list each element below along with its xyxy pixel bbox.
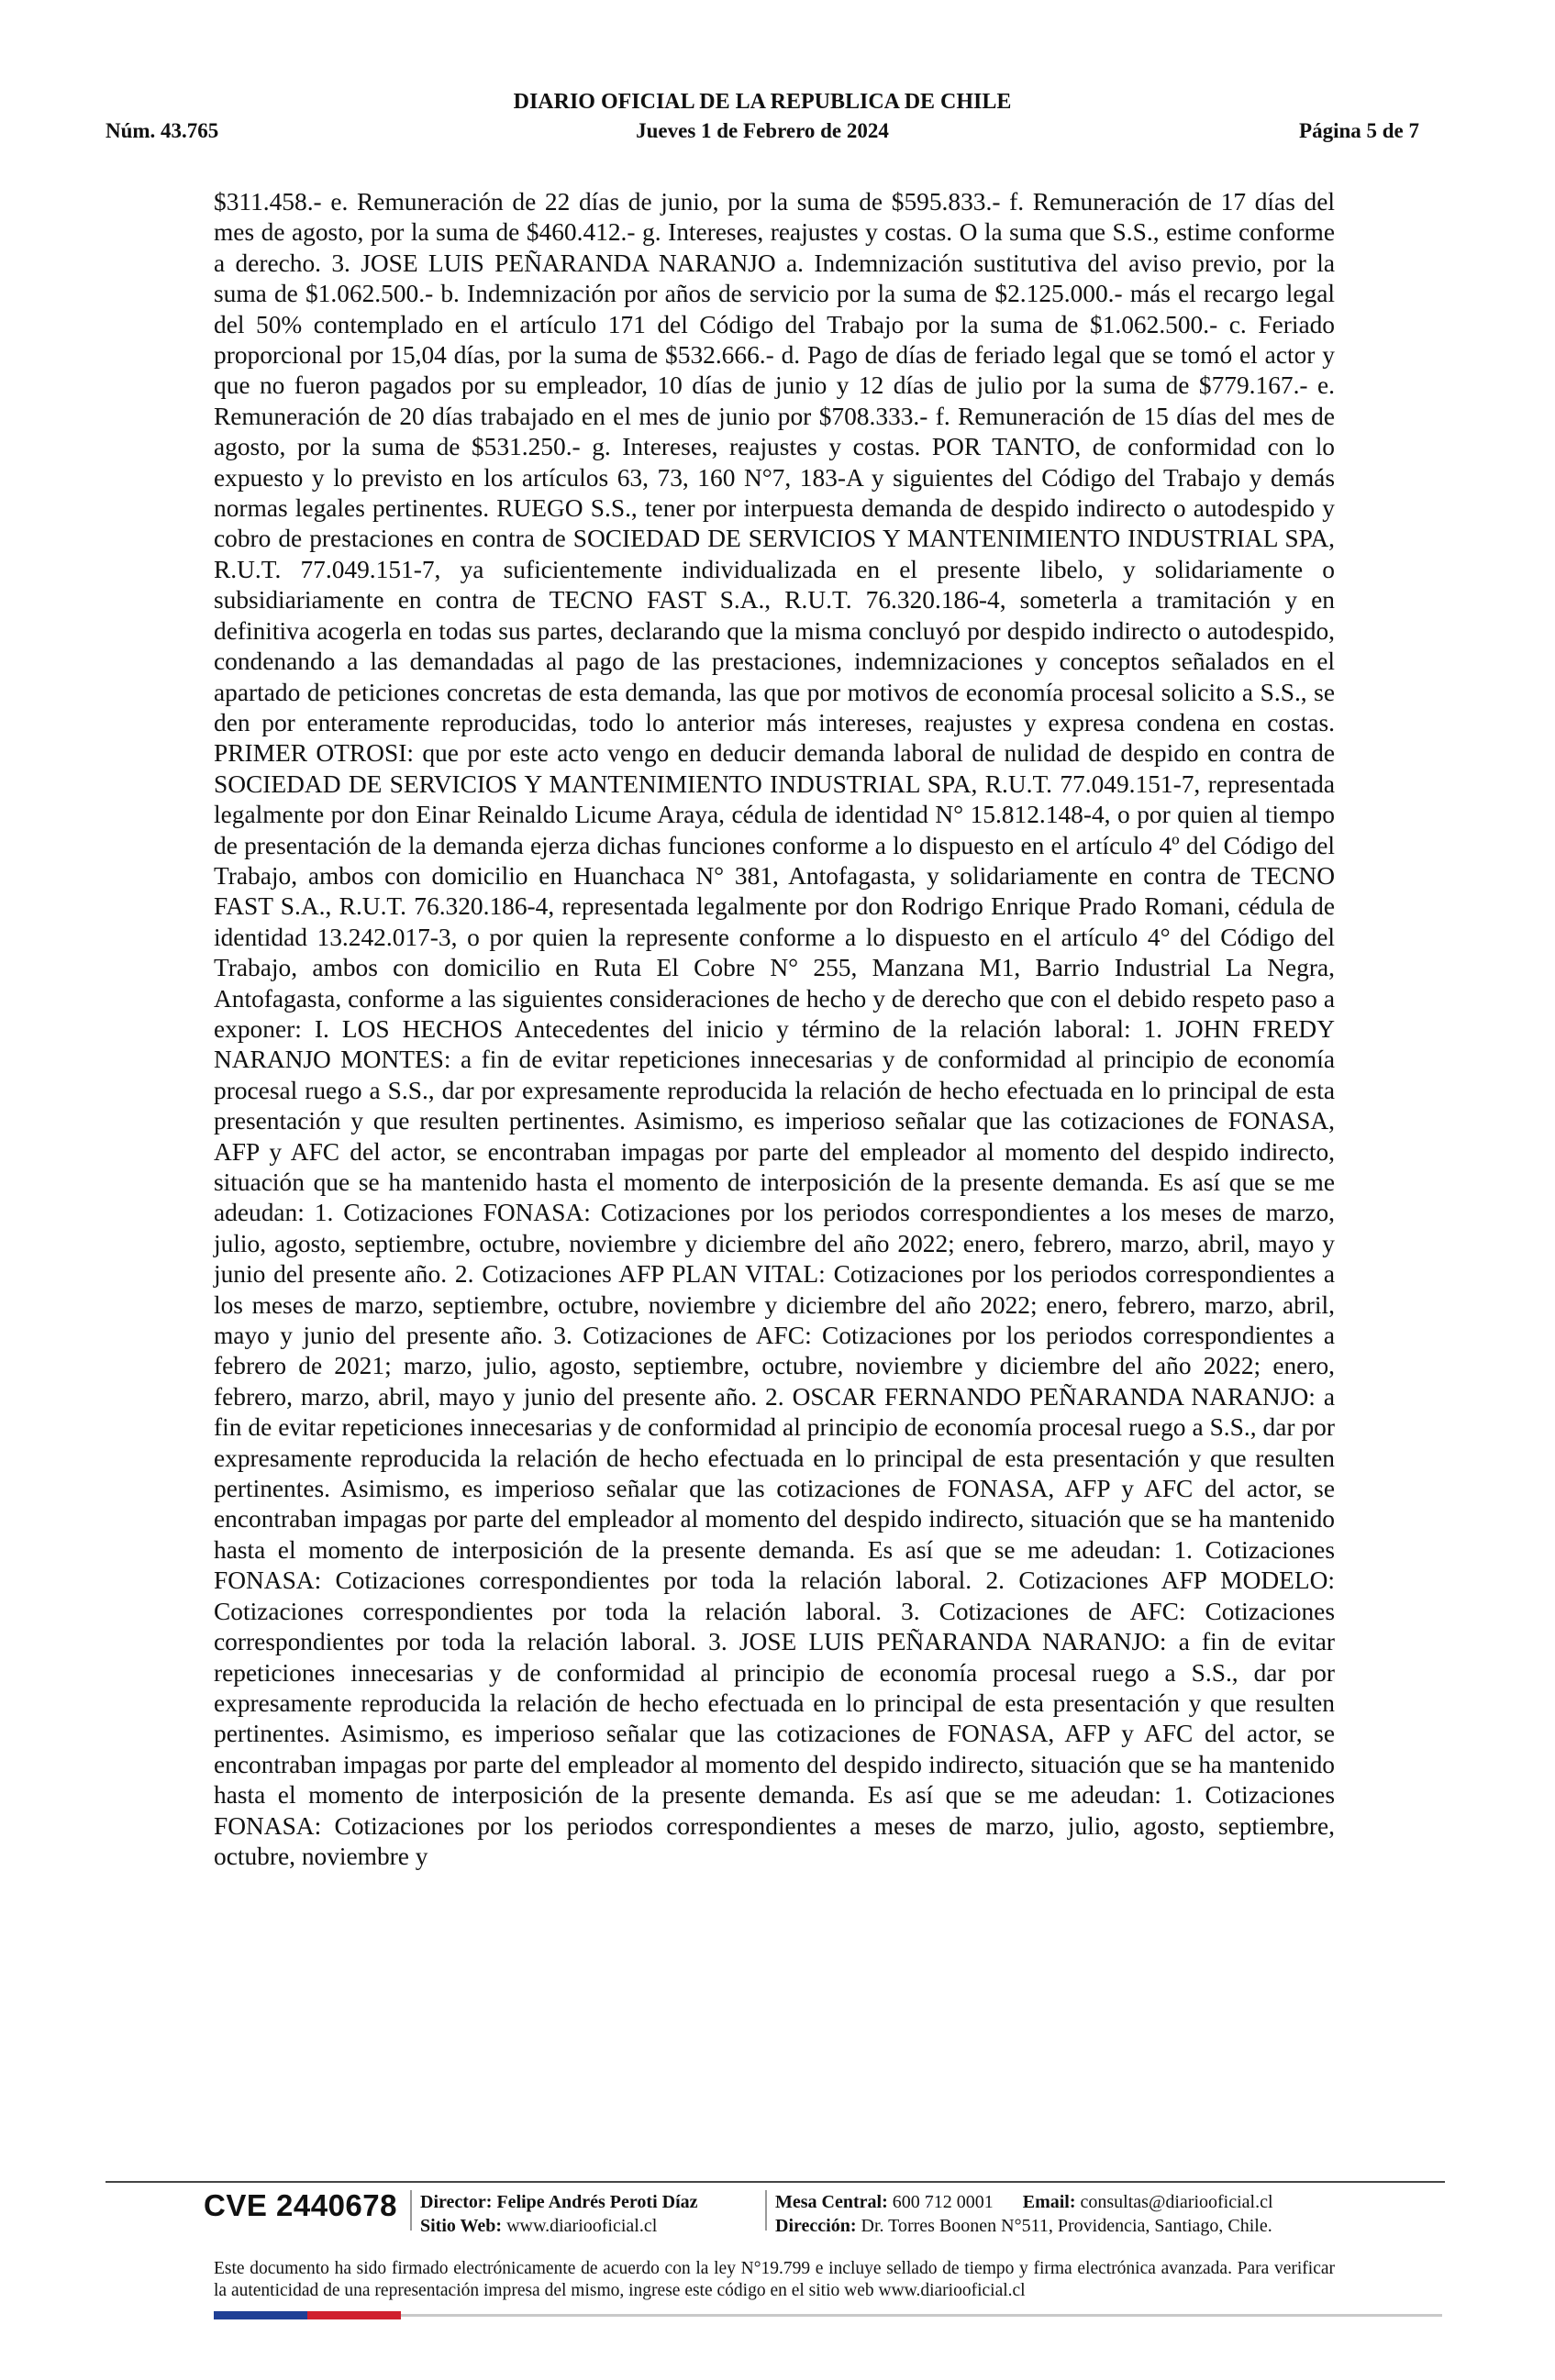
publication-title: DIARIO OFICIAL DE LA REPUBLICA DE CHILE — [513, 90, 1012, 114]
address-text: Dr. Torres Boonen N°511, Providencia, Santiago, Chile. — [861, 2216, 1272, 2236]
footer-contact-block — [775, 2190, 1273, 2238]
page-header — [106, 90, 1419, 154]
document-body-text: $311.458.- e. Remuneración de 22 días de junio, por la suma de $595.833.- f. Remuneración de 17 días del mes de agosto, por la suma de $460.412.- g. Intereses, reajustes y costas. O la suma que S.S., estime conforme a derecho. 3. JOSE LUIS PEÑARANDA NARANJO a. Indemnización sustitutiva del aviso previo, por la suma de $1.062.500.- b. Indemnización por años de servicio por la suma de $2.125.000.- más el recargo legal del 50% contemplado en el artículo 171 del Código del Trabajo por la suma de $1.062.500.- c. Feriado proporcional por 15,04 días, por la suma de $532.666.- d. Pago de días de feriado legal que se tomó el actor y que no fueron pagados por su empleador, 10 días de junio y 12 días de julio por la suma de $779.167.- e. Remuneración de 20 días trabajado en el mes de junio por $708.333.- f. Remuneración de 15 días del mes de agosto, por la suma de $531.250.- g. Intereses, reajustes y costas. POR TANTO, de conformidad con lo expuesto y lo previsto en los artículos 63, 73, 160 N°7, 183-A y siguientes del Código del Trabajo y demás normas legales pertinentes. RUEGO S.S., tener por interpuesta demanda de despido indirecto o autodespido y cobro de prestaciones en contra de SOCIEDAD DE SERVICIOS Y MANTENIMIENTO INDUSTRIAL SPA, R.U.T. 77.049.151-7, ya suficientemente individualizada en el presente libelo, y solidariamente o subsidiariamente en contra de TECNO FAST S.A., R.U.T. 76.320.186-4, someterla a tramitación y en definitiva acogerla en todas sus partes, declarando que la misma concluyó por despido indirecto o autodespido, condenando a las demandadas al pago de las prestaciones, indemnizaciones y conceptos señalados en el apartado de peticiones concretas de esta demanda, las que por motivos de economía procesal solicito a S.S., se den por enteramente reproducidas, todo lo anterior más intereses, reajustes y expresa condena en costas. PRIMER OTROSI: que por este acto vengo en deducir demanda laboral de nulidad de despido en contra de SOCIEDAD DE SERVICIOS Y MANTENIMIENTO INDUSTRIAL SPA, R.U.T. 77.049.151-7, representada legalmente por don Einar Reinaldo Licume Araya, cédula de identidad N° 15.812.148-4, o por quien al tiempo de presentación de la demanda ejerza dichas funciones conforme a lo dispuesto en el artículo 4º del Código del Trabajo, ambos con domicilio en Huanchaca N° 381, Antofagasta, y solidariamente en contra de TECNO FAST S.A., R.U.T. 76.320.186-4, representada legalmente por don Rodrigo Enrique Prado Romani, cédula de identidad 13.242.017-3, o por quien la represente conforme a lo dispuesto en el artículo 4° del Código del Trabajo, ambos con domicilio en Ruta El Cobre N° 255, Manzana M1, Barrio Industrial La Negra, Antofagasta, conforme a las siguientes consideraciones de hecho y de derecho que con el debido respeto paso a exponer: I. LOS HECHOS Antecedentes del inicio y término de la relación laboral: 1. JOHN FREDY NARANJO MONTES: a fin de evitar repeticiones innecesarias y de conformidad al principio de economía procesal ruego a S.S., dar por expresamente reproducida la relación de hecho efectuada en lo principal de esta presentación y que resulten pertinentes. Asimismo, es imperioso señalar que las cotizaciones de FONASA, AFP y AFC del actor, se encontraban impagas por parte del empleador al momento del despido indirecto, situación que se ha mantenido hasta el momento de interposición de la presente demanda. Es así que se me adeudan: 1. Cotizaciones FONASA: Cotizaciones por los periodos correspondientes a los meses de marzo, julio, agosto, septiembre, octubre, noviembre y diciembre del año 2022; enero, febrero, marzo, abril, mayo y junio del presente año. 2. Cotizaciones AFP PLAN VITAL: Cotizaciones por los periodos correspondientes a los meses de marzo, septiembre, octubre, noviembre y diciembre del año 2022; enero, febrero, marzo, abril, mayo y junio del presente año. 3. Cotizaciones de AFC: Cotizaciones por los periodos correspondientes a febrero de 2021; marzo, julio, agosto, septiembre, octubre, noviembre y diciembre del año 2022; enero, febrero, marzo, abril, mayo y junio del presente año. 2. OSCAR FERNANDO PEÑARANDA NARANJO: a fin de evitar repeticiones innecesarias y de conformidad al principio de economía procesal ruego a S.S., dar por expresamente reproducida la relación de hecho efectuada en lo principal de esta presentación y que resulten pertinentes. Asimismo, es imperioso señalar que las cotizaciones de FONASA, AFP y AFC del actor, se encontraban impagas por parte del empleador al momento del despido indirecto, situación que se ha mantenido hasta el momento de interposición de la presente demanda. Es así que se me adeudan: 1. Cotizaciones FONASA: Cotizaciones correspondientes por toda la relación laboral. 2. Cotizaciones AFP MODELO: Cotizaciones correspondientes por toda la relación laboral. 3. Cotizaciones de AFC: Cotizaciones correspondientes por toda la relación laboral. 3. JOSE LUIS PEÑARANDA NARANJO: a fin de evitar repeticiones innecesarias y de conformidad al principio de economía procesal ruego a S.S., dar por expresamente reproducida la relación de hecho efectuada en lo principal de esta presentación y que resulten pertinentes. Asimismo, es imperioso señalar que las cotizaciones de FONASA, AFP y AFC del actor, se encontraban impagas por parte del empleador al momento del despido indirecto, situación que se ha mantenido hasta el momento de interposición de la presente demanda. Es así que se me adeudan: 1. Cotizaciones FONASA: Cotizaciones por los periodos correspondientes a meses de marzo, julio, agosto, septiembre, octubre, noviembre y — [214, 188, 1335, 1870]
issue-number: Núm. 43.765 — [106, 119, 219, 142]
flag-stripe-gray — [401, 2314, 1442, 2317]
phone-email-line — [775, 2190, 1273, 2214]
phone-label: Mesa Central: — [775, 2192, 888, 2212]
legal-notice: Este documento ha sido firmado electrónicamente de acuerdo con la ley N°19.799 e incluye sellado de tiempo y firma electrónica avanzada. Para verificar la autenticidad de una representación impresa del mismo, ingrese este código en el sitio web www.diariooficial.cl — [214, 2259, 1335, 2300]
flag-stripe-red — [307, 2311, 401, 2319]
cve-code: CVE 2440678 — [204, 2188, 397, 2222]
email-label: Email: — [1022, 2192, 1076, 2212]
director-line — [420, 2190, 698, 2214]
website-link[interactable]: www.diariooficial.cl — [506, 2216, 658, 2236]
publication-date: Jueves 1 de Febrero de 2024 — [636, 119, 889, 142]
footer-separator — [765, 2190, 767, 2231]
page-indicator: Página 5 de 7 — [1299, 119, 1419, 142]
footer-separator — [410, 2190, 412, 2231]
director-label: Director: — [420, 2192, 493, 2212]
website-label: Sitio Web: — [420, 2216, 503, 2236]
footer-divider — [106, 2181, 1445, 2183]
address-label: Dirección: — [775, 2216, 857, 2236]
header-meta-row — [106, 119, 1419, 147]
phone-number: 600 712 0001 — [892, 2192, 994, 2212]
footer-director-block — [420, 2190, 698, 2238]
director-name: Felipe Andrés Peroti Díaz — [496, 2192, 698, 2212]
flag-stripe-blue — [214, 2311, 307, 2319]
address-line — [775, 2214, 1273, 2238]
email-link[interactable]: consultas@diariooficial.cl — [1080, 2192, 1273, 2212]
website-line — [420, 2214, 698, 2238]
